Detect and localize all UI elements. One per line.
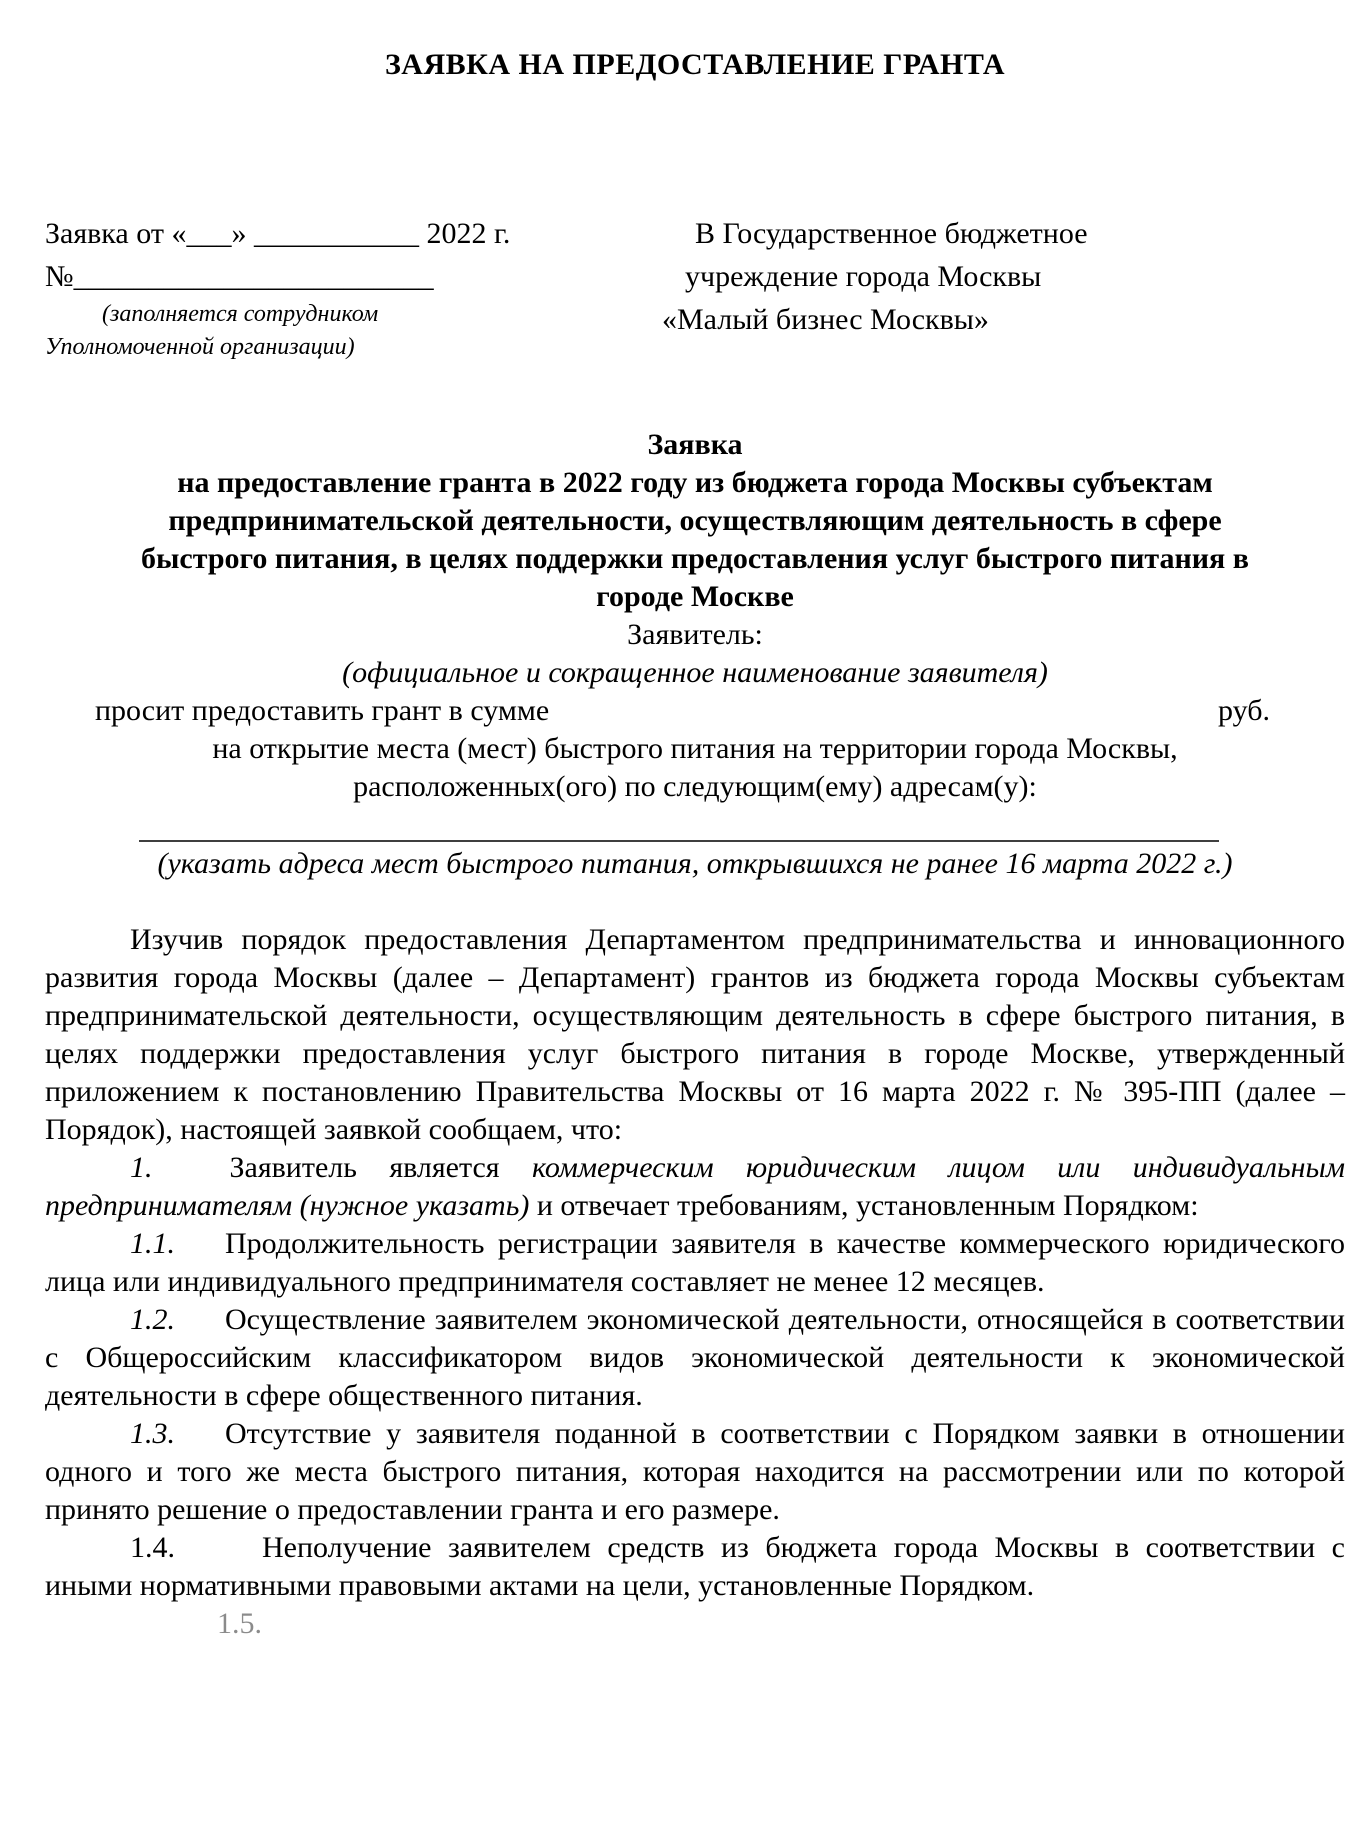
header-block [45,212,1345,364]
subject-heading-line2: на предоставление гранта в 2022 году из бюджета города Москвы субъектам [177,466,1213,499]
subject-heading-line3: предпринимательской деятельности, осуществляющим деятельность в сфере [168,504,1222,537]
subject-heading-line1: Заявка [647,428,743,461]
purpose-line1: на открытие места (мест) быстрого питания на территории города Москвы, [212,732,1178,765]
addressee-line1: В Государственное бюджетное [695,217,1088,250]
body-block [45,921,1345,1640]
addressee-block [662,212,1345,364]
item-paragraph-1-4: 1.4. Неполучение заявителем средств из бюджета города Москвы в соответствии с иными нормативными правовыми актами на цели, установленные Порядком. [45,1531,1345,1602]
subject-block [45,426,1345,806]
clipped-partial-line [45,1605,1345,1640]
grant-sum-currency: руб. [1218,694,1270,727]
address-note: (указать адреса мест быстрого питания, открывшихся не ранее 16 марта 2022 г.) [157,847,1233,880]
page-title: ЗАЯВКА НА ПРЕДОСТАВЛЕНИЕ ГРАНТА [384,48,1006,81]
stamp-note-line1: (заполняется сотрудником [102,301,379,327]
address-fill-line [139,840,1219,842]
application-date-line: Заявка от «___» ___________ 2022 г. [45,217,511,250]
item-number: 1.3. [130,1417,175,1450]
purpose-line2: расположенных(ого) по следующим(ему) адресам(у): [353,770,1037,803]
stamp-note-line2: Уполномоченной организации) [45,334,355,360]
application-stamp-block [45,212,662,364]
addressee-line2: учреждение города Москвы [685,260,1042,293]
application-number-line: №________________________ [45,260,434,293]
item-paragraph-1: 1. Заявитель является коммерческим юридическим лицом или индивидуальным предпринимателям (нужное указать) и отвечает требованиям, установленным Порядком: [45,1151,1345,1222]
item-number: 1.1. [130,1227,175,1260]
addressee-line3: «Малый бизнес Москвы» [662,303,989,336]
grant-sum-line [45,692,1345,730]
grant-sum-text: просит предоставить грант в сумме [95,694,550,727]
item-number: 1. [130,1151,153,1184]
subject-heading-line4: быстрого питания, в целях поддержки предоставления услуг быстрого питания в [141,542,1249,575]
item-number: 1.4. [130,1531,175,1564]
partial-paragraph: 1.5. [217,1607,262,1640]
intro-paragraph: Изучив порядок предоставления Департаментом предпринимательства и инновационного развития города Москвы (далее – Департамент) грантов из бюджета города Москвы субъектам предпринимательской деятельности, осуществляющим деятельность в сфере быстрого питания, в целях поддержки предоставления услуг быстрого питания в городе Москве, утвержденный приложением к постановлению Правительства Москвы от 16 марта 2022 г. № 395-ПП (далее – Порядок), настоящей заявкой сообщаем, что: [45,923,1345,1146]
item-paragraph-1-2: 1.2. Осуществление заявителем экономической деятельности, относящейся в соответствии с Общероссийским классификатором видов экономической деятельности к экономической деятельности в сфере общественного питания. [45,1303,1345,1412]
item-paragraph-1-3: 1.3. Отсутствие у заявителя поданной в соответствии с Порядком заявки в отношении одного и того же места быстрого питания, которая находится на рассмотрении или по которой принято решение о предоставлении гранта и его размере. [45,1417,1345,1526]
subject-heading-line5: городе Москве [596,580,794,613]
item-number: 1.2. [130,1303,175,1336]
applicant-note: (официальное и сокращенное наименование заявителя) [342,656,1048,689]
numbered-items [45,1149,1345,1605]
applicant-label: Заявитель: [627,618,763,651]
item-paragraph-1-1: 1.1. Продолжительность регистрации заявителя в качестве коммерческого юридического лица или индивидуального предпринимателя составляет не менее 12 месяцев. [45,1227,1345,1298]
